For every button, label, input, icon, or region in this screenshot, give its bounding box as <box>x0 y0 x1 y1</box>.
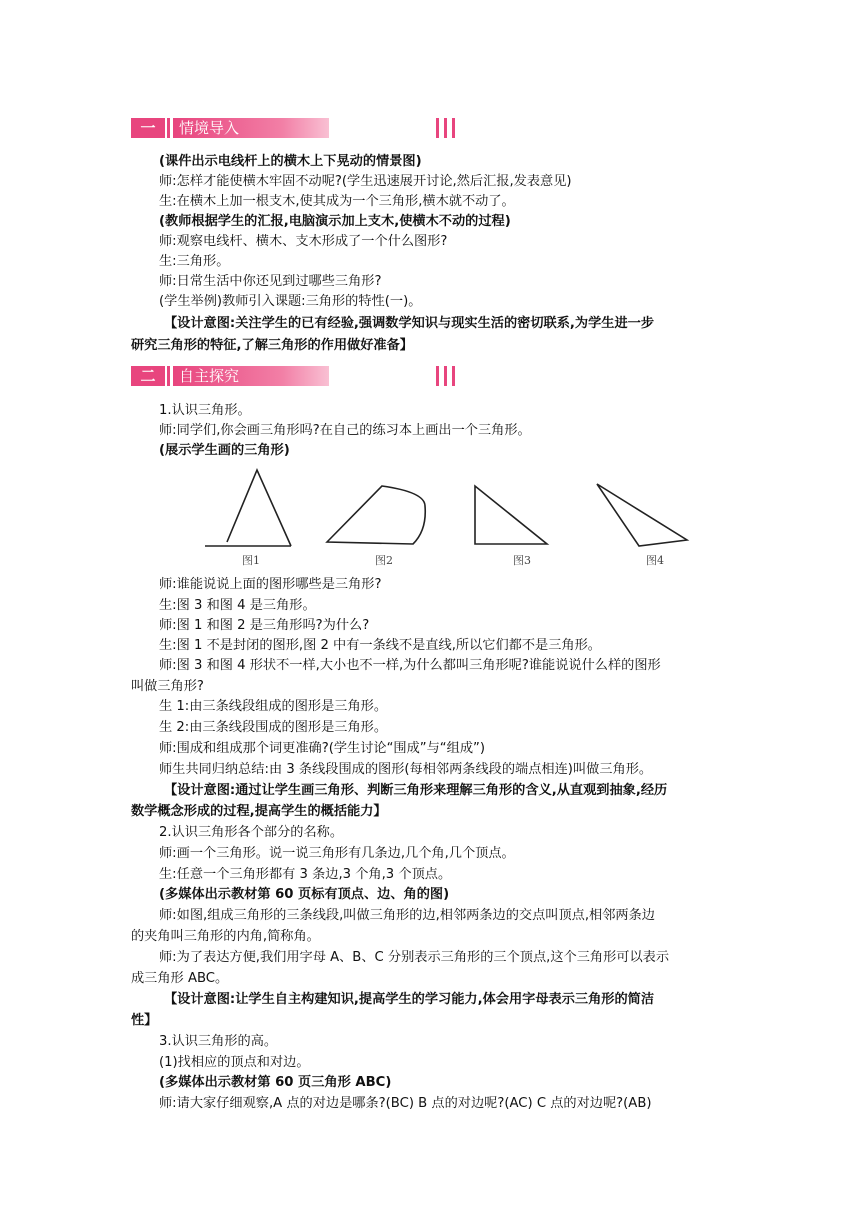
section-banner-2 <box>131 366 329 386</box>
design-intent: 性】 <box>131 1013 158 1028</box>
banner-stripe <box>444 118 447 138</box>
text-line: (课件出示电线杆上的横木上下晃动的情景图) <box>159 154 422 169</box>
design-intent: 【设计意图:关注学生的已有经验,强调数学知识与现实生活的密切联系,为学生进一步 <box>164 316 655 331</box>
text-line: 生 1:由三条线段组成的图形是三角形。 <box>159 699 388 714</box>
text-line: 生:三角形。 <box>159 254 230 269</box>
text-line: 3.认识三角形的高。 <box>159 1034 278 1049</box>
design-intent: 【设计意图:让学生自主构建知识,提高学生的学习能力,体会用字母表示三角形的简洁 <box>164 992 655 1007</box>
text-line: 师:谁能说说上面的图形哪些是三角形? <box>159 577 382 592</box>
text-line: 的夹角叫三角形的内角,简称角。 <box>131 929 320 944</box>
design-intent: 研究三角形的特征,了解三角形的作用做好准备】 <box>131 338 413 353</box>
text-line: 生:图 3 和图 4 是三角形。 <box>159 598 316 613</box>
section-title: 情境导入 <box>173 118 329 138</box>
text-line: 师:怎样才能使横木牢固不动呢?(学生迅速展开讨论,然后汇报,发表意见) <box>159 174 572 189</box>
text-line: 师生共同归纳总结:由 3 条线段围成的图形(每相邻两条线段的端点相连)叫做三角形。 <box>159 762 653 777</box>
figure-1-open-shape <box>205 470 291 546</box>
text-line: 师:为了表达方便,我们用字母 A、B、C 分别表示三角形的三个顶点,这个三角形可以表示 <box>159 950 670 965</box>
banner-divider <box>167 118 170 138</box>
section-title: 自主探究 <box>173 366 329 386</box>
text-line: 师:请大家仔细观察,A 点的对边是哪条?(BC) B 点的对边呢?(AC) C 点的对边呢?(AB) <box>159 1096 652 1111</box>
figure-3-right-triangle <box>475 486 547 544</box>
banner-stripe <box>436 118 439 138</box>
text-line: (多媒体出示教材第 60 页三角形 ABC) <box>159 1075 392 1090</box>
text-line: 生:图 1 不是封闭的图形,图 2 中有一条线不是直线,所以它们都不是三角形。 <box>159 638 601 653</box>
text-line: 师:画一个三角形。说一说三角形有几条边,几个角,几个顶点。 <box>159 846 515 861</box>
banner-stripe <box>452 366 455 386</box>
banner-stripe <box>436 366 439 386</box>
figure-caption-3: 图3 <box>513 554 531 567</box>
figure-caption-1: 图1 <box>242 554 260 567</box>
text-line: 1.认识三角形。 <box>159 403 251 418</box>
text-line: 生:在横木上加一根支木,使其成为一个三角形,横木就不动了。 <box>159 194 515 209</box>
text-line: (展示学生画的三角形) <box>159 443 290 458</box>
text-line: 师:同学们,你会画三角形吗?在自己的练习本上画出一个三角形。 <box>159 423 531 438</box>
text-line: 成三角形 ABC。 <box>131 971 229 986</box>
section-number: 一 <box>131 118 165 138</box>
text-line: 师:围成和组成那个词更准确?(学生讨论“围成”与“组成”) <box>159 741 485 756</box>
text-line: 师:图 1 和图 2 是三角形吗?为什么? <box>159 618 370 633</box>
figure-2-curved-shape <box>327 486 425 544</box>
text-line: (多媒体出示教材第 60 页标有顶点、边、角的图) <box>159 887 450 902</box>
triangle-figures <box>195 462 695 570</box>
text-line: 叫做三角形? <box>131 679 204 694</box>
text-line: (1)找相应的顶点和对边。 <box>159 1055 310 1070</box>
text-line: (学生举例)教师引入课题:三角形的特性(一)。 <box>159 294 422 309</box>
section-banner-1 <box>131 118 329 138</box>
section-number: 二 <box>131 366 165 386</box>
text-line: 2.认识三角形各个部分的名称。 <box>159 825 344 840</box>
figure-4-triangle <box>597 484 687 546</box>
text-line: 生:任意一个三角形都有 3 条边,3 个角,3 个顶点。 <box>159 867 452 882</box>
design-intent: 数学概念形成的过程,提高学生的概括能力】 <box>131 804 387 819</box>
text-line: 生 2:由三条线段围成的图形是三角形。 <box>159 720 388 735</box>
text-line: 师:图 3 和图 4 形状不一样,大小也不一样,为什么都叫三角形呢?谁能说说什么样的图形 <box>159 658 661 673</box>
design-intent: 【设计意图:通过让学生画三角形、判断三角形来理解三角形的含义,从直观到抽象,经历 <box>164 783 668 798</box>
banner-divider <box>167 366 170 386</box>
text-line: (教师根据学生的汇报,电脑演示加上支木,使横木不动的过程) <box>159 214 511 229</box>
text-line: 师:日常生活中你还见到过哪些三角形? <box>159 274 382 289</box>
figure-caption-4: 图4 <box>646 554 664 567</box>
text-line: 师:如图,组成三角形的三条线段,叫做三角形的边,相邻两条边的交点叫顶点,相邻两条边 <box>159 908 655 923</box>
figure-caption-2: 图2 <box>375 554 393 567</box>
banner-stripe <box>444 366 447 386</box>
banner-stripe <box>452 118 455 138</box>
text-line: 师:观察电线杆、横木、支木形成了一个什么图形? <box>159 234 448 249</box>
